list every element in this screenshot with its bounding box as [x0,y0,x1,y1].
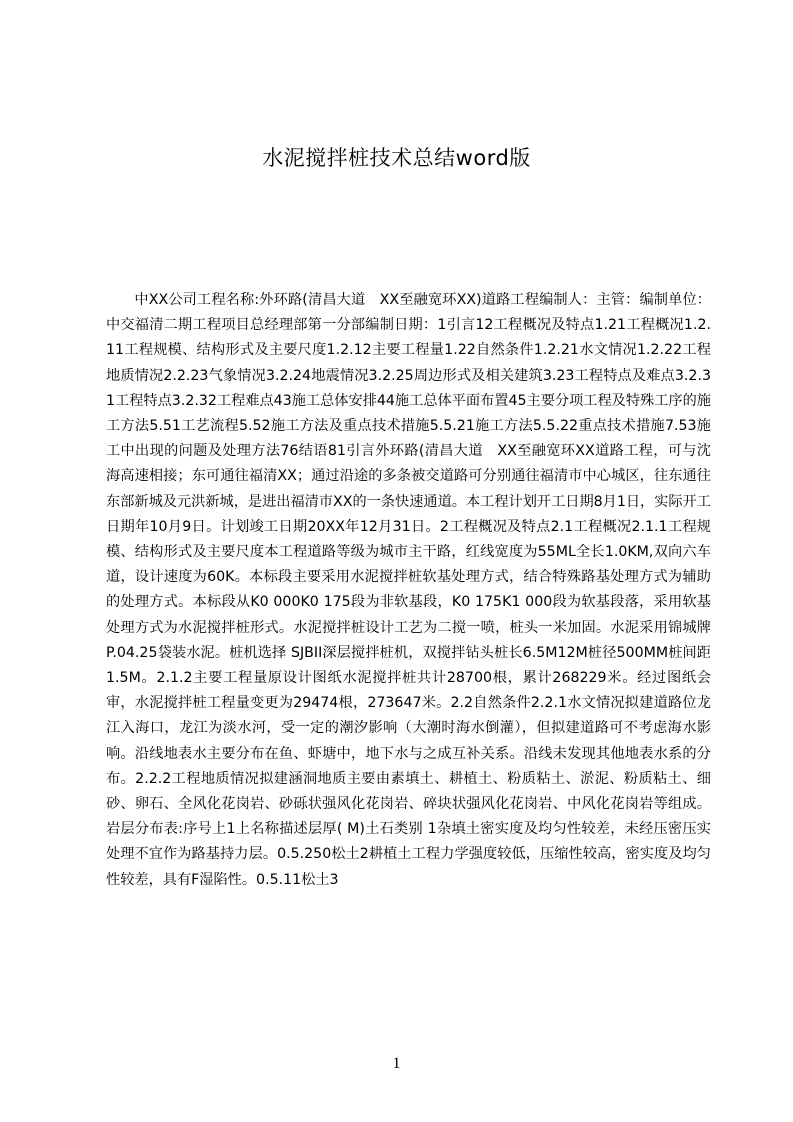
document-title: 水泥搅拌桩技术总结word版 [262,146,531,170]
body-paragraph: 中XX公司工程名称:外环路(清昌大道 XX至融宽环XX)道路工程编制人：主管：编制单位：中交福清二期工程项目总经理部第一分部编制日期：1引言12工程概况及特点1.21工程概况1.2.11工程规模、结构形式及主要尺度1.2.12主要工程量1.22自然条件1.2.21水文情况1.2.22工程地质情况2.2.23气象情况3.2.24地震情况3.2.25周边形式及相关建筑3.23工程特点及难点3.2.31工程特点3.2.32工程难点43施工总体安排44施工总体平面布置45主要分项工程及特殊工序的施工方法5.51工艺流程5.52施工方法及重点技术措施5.5.21施工方法5.5.22重点技术措施7.53施工中出现的问题及处理方法76结语81引言外环路(清昌大道 XX至融宽环XX道路工程，可与沈海高速相接；东可通往福清XX；通过沿途的多条被交道路可分别通往福清市中心城区，往东通往东部新城及元洪新城，是进出福清市XX的一条快速通道。本工程计划开工日期8月1日，实际开工日期年10月9日。计划竣工日期20XX年12月31日。2工程概况及特点2.1工程概况2.1.1工程规模、结构形式及主要尺度本工程道路等级为城市主干路，红线宽度为55ML全长1.0KM,双向六车道，设计速度为60K。本标段主要采用水泥搅拌桩软基处理方式，结合特殊路基处理方式为辅助的处理方式。本标段从K0 000K0 175段为非软基段，K0 175K1 000段为软基段落，采用软基处理方式为水泥搅拌桩形式。水泥搅拌桩设计工艺为二搅一喷，桩头一米加固。水泥采用锦城牌P.04.25袋装水泥。桩机选择 SJBII深层搅拌桩机，双搅拌钻头桩长6.5M12M桩径500MM桩间距1.5M。2.1.2主要工程量原设计图纸水泥搅拌桩共计28700根，累计268229米。经过图纸会审，水泥搅拌桩工程量变更为29474根，273647米。2.2自然条件2.2.1水文情况拟建道路位龙江入海口，龙江为淡水河，受一定的潮汐影响（大潮时海水倒灌），但拟建道路可不考虑海水影响。沿线地表水主要分布在鱼、虾塘中，地下水与之成互补关系。沿线未发现其他地表水系的分布。2.2.2工程地质情况拟建涵洞地质主要由素填土、耕植土、粉质粘土、淤泥、粉质粘土、细砂、卵石、全风化花岗岩、砂砾状强风化花岗岩、碎块状强风化花岗岩、中风化花岗岩等组成。岩层分布表:序号上1上名称描述层厚( M)土石类别 1杂填土密实度及均匀性较差，未经压密压实处理不宜作为路基持力层。0.5.250松土2耕植土工程力学强度较低，压缩性较高，密实度及均匀性较差，具有F湿陷性。0.5.11松土3 [106,292,711,888]
page-number: 1 [392,1055,401,1072]
